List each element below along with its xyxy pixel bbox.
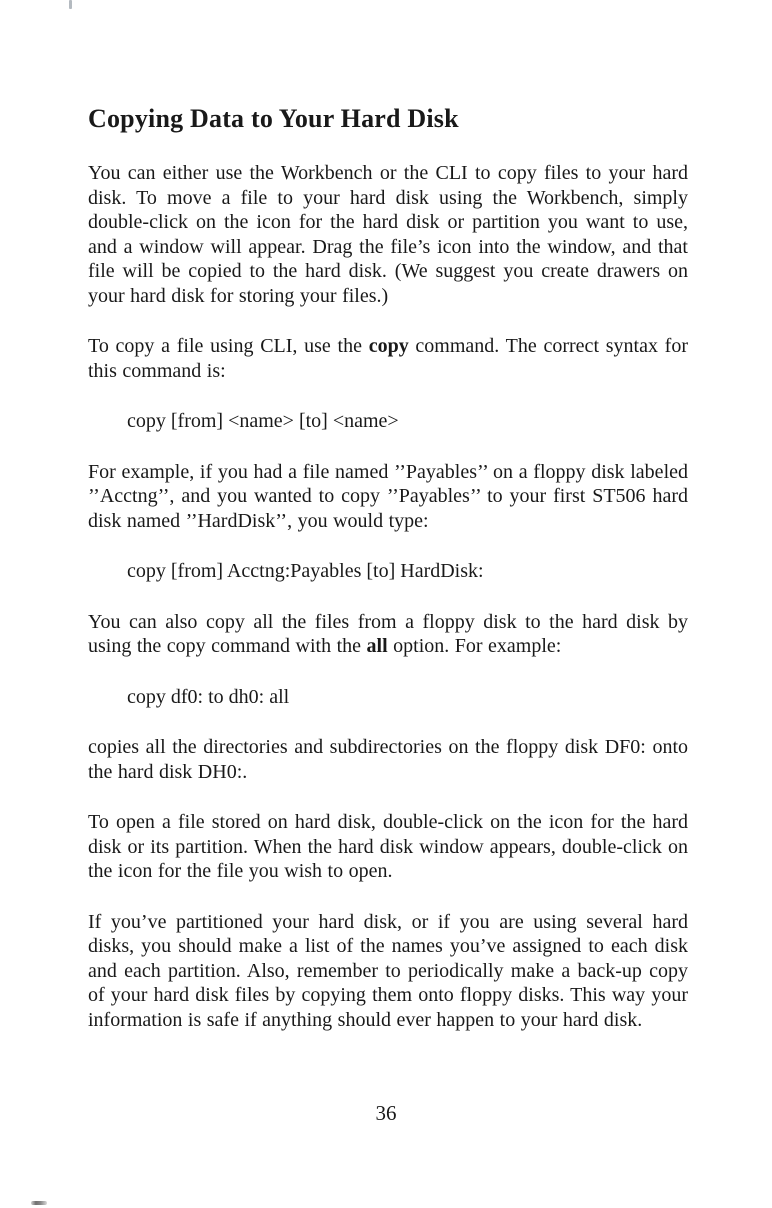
text-run: option. For example: xyxy=(387,635,562,657)
scan-artifact-bottom xyxy=(31,1201,47,1205)
paragraph xyxy=(88,735,688,784)
text-run: If you’ve partitioned your hard disk, or if you are using several hard disks, you should make a list of the names you’ve assigned to each disk and each partition. Also, remember to periodically make a back-up copy of your hard disk files by copying them onto floppy disks. This way your information is safe if anything should ever happen to your hard disk. xyxy=(88,910,688,1031)
text-run: command. The correct syntax for this command is: xyxy=(88,335,688,382)
paragraph xyxy=(88,610,688,659)
text-blocks xyxy=(88,161,688,1032)
text-run: copies all the directories and subdirectories on the floppy disk DF0: onto the hard disk DH0:. xyxy=(88,736,688,783)
scan-artifact-top xyxy=(69,0,72,9)
paragraph xyxy=(88,161,688,308)
text-run: To copy a file using CLI, use the xyxy=(88,335,369,357)
paragraph xyxy=(88,910,688,1033)
command-text: copy [from] <name> [to] <name> xyxy=(127,410,399,432)
page-number: 36 xyxy=(375,1101,397,1125)
bold-term: all xyxy=(366,635,388,657)
command-text: copy df0: to dh0: all xyxy=(127,685,290,708)
text-run: You can either use the Workbench or the CLI to copy files to your hard disk. To move a file to your hard disk using the Workbench, simply double-click on the icon for the hard disk or partition you want to use, and a window will appear. Drag the file’s icon into the window, and that file will be copied to the hard disk. (We suggest you create drawers on your hard disk for storing your files.) xyxy=(88,162,688,307)
paragraph xyxy=(88,810,688,884)
bold-term: copy xyxy=(368,335,409,357)
command-line xyxy=(88,685,688,710)
paragraph xyxy=(88,460,688,534)
page-content xyxy=(88,104,688,1058)
text-run: You can also copy all the files from a floppy disk to the hard disk by using the copy command with the xyxy=(88,610,688,657)
text-run: For example, if you had a file named ’’Payables’’ on a floppy disk labeled ’’Acctng’’, and you wanted to copy ’’Payables’’ to your first ST506 hard disk named ’’HardDisk’’, you would type: xyxy=(88,460,688,532)
page-title: Copying Data to Your Hard Disk xyxy=(88,104,459,133)
command-line xyxy=(88,409,688,434)
command-line xyxy=(88,559,688,584)
command-text: copy [from] Acctng:Payables [to] HardDisk: xyxy=(127,560,484,582)
paragraph xyxy=(88,334,688,383)
text-run: To open a file stored on hard disk, double-click on the icon for the hard disk or its partition. When the hard disk window appears, double-click on the icon for the file you wish to open. xyxy=(88,811,688,882)
